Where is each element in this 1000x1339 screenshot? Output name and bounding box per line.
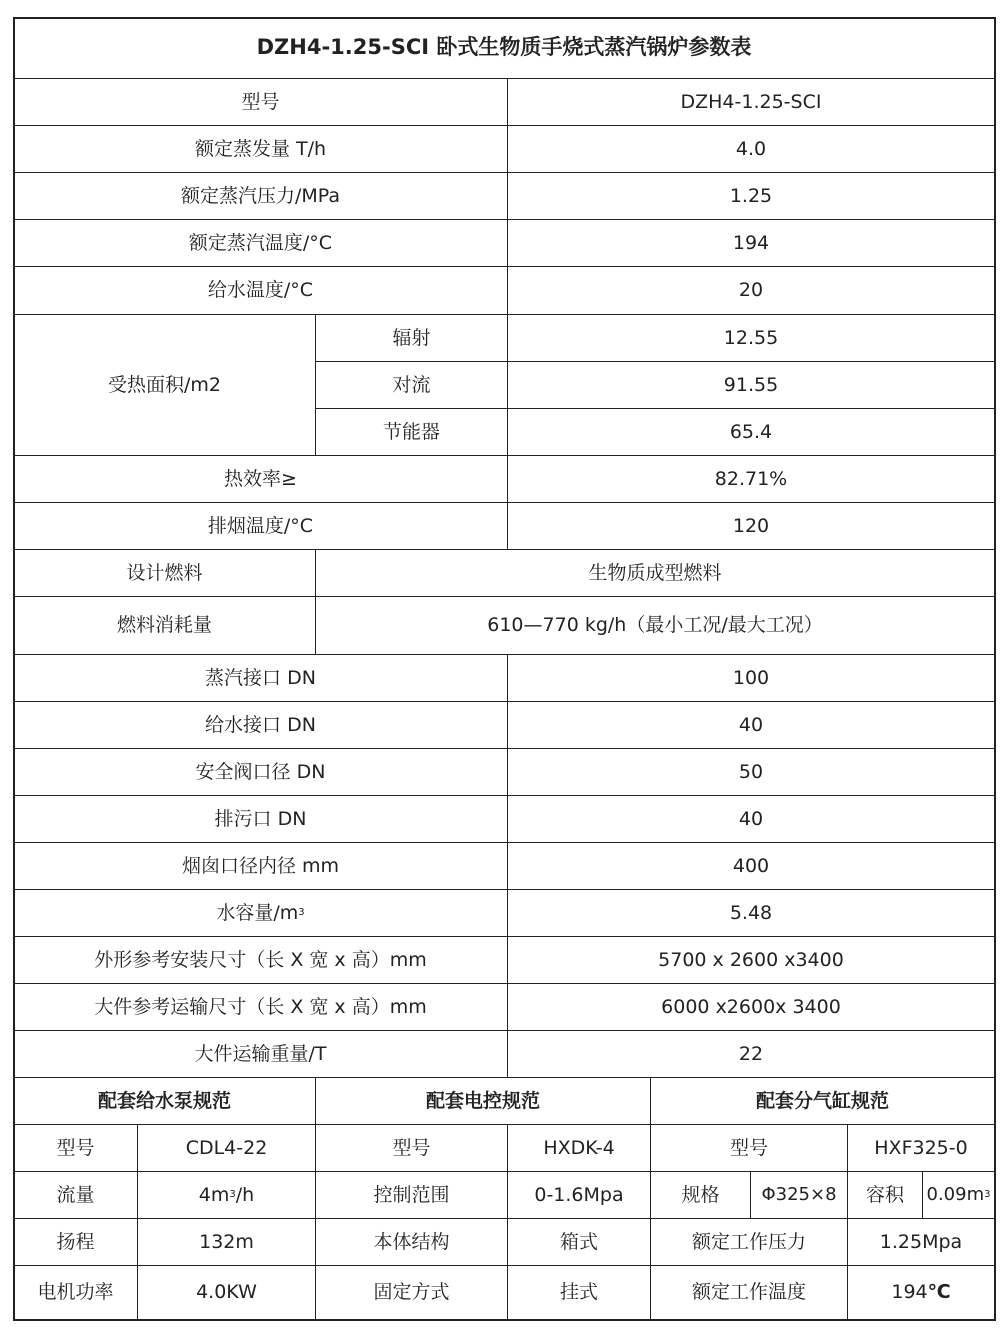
cylinder-temperature-label: 额定工作温度 — [650, 1265, 848, 1320]
pump-header: 配套给水泵规范 — [13, 1077, 316, 1125]
cylinder-volume-label: 容积 — [847, 1171, 923, 1219]
blowdown-label: 排污口 DN — [13, 795, 508, 843]
radiation-label: 辐射 — [315, 314, 508, 362]
control-structure-value: 箱式 — [507, 1218, 651, 1266]
transport-weight-value: 22 — [507, 1030, 995, 1078]
feedwater-inlet-label: 给水接口 DN — [13, 701, 508, 749]
flow-value-text: 4m — [198, 1183, 230, 1206]
fuel-value: 生物质成型燃料 — [315, 549, 995, 597]
control-mounting-label: 固定方式 — [315, 1265, 508, 1320]
steam-outlet-label: 蒸汽接口 DN — [13, 654, 508, 702]
fuel-consumption-value: 610—770 kg/h（最小工况/最大工况） — [315, 596, 995, 655]
transport-weight-label: 大件运输重量/T — [13, 1030, 508, 1078]
exhaust-temp-value: 120 — [507, 502, 995, 550]
header-cylinder-header: 配套分气缸规范 — [650, 1077, 995, 1125]
control-model-label: 型号 — [315, 1124, 508, 1172]
pump-power-value: 4.0KW — [137, 1265, 316, 1320]
fuel-consumption-label: 燃料消耗量 — [13, 596, 316, 655]
control-range-value: 0-1.6Mpa — [507, 1171, 651, 1219]
control-model-value: HXDK-4 — [507, 1124, 651, 1172]
temperature-number: 194 — [891, 1281, 928, 1304]
fuel-label: 设计燃料 — [13, 549, 316, 597]
pressure-label: 额定蒸汽压力/MPa — [13, 172, 508, 220]
control-range-label: 控制范围 — [315, 1171, 508, 1219]
install-size-value: 5700 x 2600 x3400 — [507, 936, 995, 984]
table-title: DZH4-1.25-SCI 卧式生物质手烧式蒸汽锅炉参数表 — [13, 17, 995, 79]
temperature-unit: ℃ — [927, 1281, 951, 1304]
heating-area-label: 受热面积/m2 — [13, 314, 316, 456]
water-volume-label-text: 水容量/m — [216, 901, 299, 924]
pump-flow-label: 流量 — [13, 1171, 138, 1219]
evaporation-label: 额定蒸发量 T/h — [13, 125, 508, 173]
pump-power-label: 电机功率 — [13, 1265, 138, 1320]
steam-temp-label: 额定蒸汽温度/°C — [13, 219, 508, 267]
control-header: 配套电控规范 — [315, 1077, 651, 1125]
pump-flow-value: 4m 3 /h — [137, 1171, 316, 1219]
cylinder-volume-value: 0.09m 3 — [922, 1171, 995, 1219]
economizer-label: 节能器 — [315, 408, 508, 456]
cylinder-model-value: HXF325-0 — [847, 1124, 995, 1172]
transport-size-label: 大件参考运输尺寸（长 X 宽 x 高）mm — [13, 983, 508, 1031]
cylinder-spec-label: 规格 — [650, 1171, 751, 1219]
transport-size-value: 6000 x2600x 3400 — [507, 983, 995, 1031]
chimney-value: 400 — [507, 842, 995, 890]
convection-label: 对流 — [315, 361, 508, 409]
feedwater-temp-label: 给水温度/°C — [13, 266, 508, 315]
cylinder-temperature-value — [847, 1265, 995, 1320]
economizer-value: 65.4 — [507, 408, 995, 456]
safety-valve-label: 安全阀口径 DN — [13, 748, 508, 796]
cylinder-spec-value: Φ325×8 — [750, 1171, 848, 1219]
exhaust-temp-label: 排烟温度/°C — [13, 502, 508, 550]
model-value: DZH4-1.25-SCI — [507, 78, 995, 126]
efficiency-value: 82.71% — [507, 455, 995, 503]
cylinder-model-label: 型号 — [650, 1124, 848, 1172]
feedwater-inlet-value: 40 — [507, 701, 995, 749]
steam-outlet-value: 100 — [507, 654, 995, 702]
convection-value: 91.55 — [507, 361, 995, 409]
blowdown-value: 40 — [507, 795, 995, 843]
pump-head-label: 扬程 — [13, 1218, 138, 1266]
steam-temp-value: 194 — [507, 219, 995, 267]
control-mounting-value: 挂式 — [507, 1265, 651, 1320]
evaporation-value: 4.0 — [507, 125, 995, 173]
volume-value-text: 0.09m — [926, 1184, 985, 1206]
cylinder-pressure-label: 额定工作压力 — [650, 1218, 848, 1266]
radiation-value: 12.55 — [507, 314, 995, 362]
water-volume-value: 5.48 — [507, 889, 995, 937]
install-size-label: 外形参考安装尺寸（长 X 宽 x 高）mm — [13, 936, 508, 984]
pump-model-label: 型号 — [13, 1124, 138, 1172]
efficiency-label: 热效率≥ — [13, 455, 508, 503]
water-volume-label: 水容量/m 3 — [13, 889, 508, 937]
feedwater-temp-value: 20 — [507, 266, 995, 315]
pump-head-value: 132m — [137, 1218, 316, 1266]
flow-unit-text: /h — [235, 1183, 255, 1206]
pump-model-value: CDL4-22 — [137, 1124, 316, 1172]
chimney-label: 烟囱口径内径 mm — [13, 842, 508, 890]
cylinder-pressure-value: 1.25Mpa — [847, 1218, 995, 1266]
model-label: 型号 — [13, 78, 508, 126]
pressure-value: 1.25 — [507, 172, 995, 220]
safety-valve-value: 50 — [507, 748, 995, 796]
control-structure-label: 本体结构 — [315, 1218, 508, 1266]
